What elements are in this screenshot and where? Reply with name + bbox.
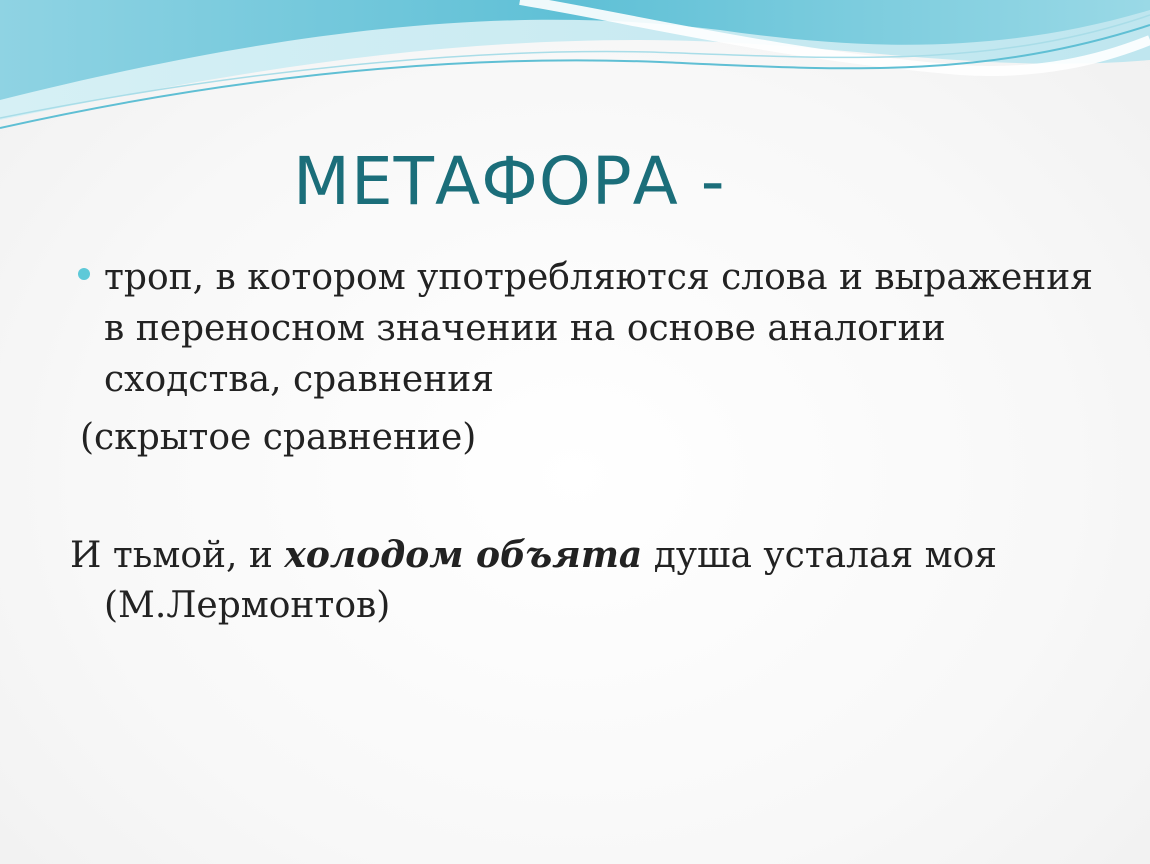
wave-decoration <box>0 0 1150 140</box>
note-text: (скрытое сравнение) <box>80 417 477 458</box>
bullet-text: троп, в котором употребляются слова и выражения в переносном значении на основе аналогии сходства, сравнения <box>104 257 1093 400</box>
example-quote <box>70 530 1070 631</box>
quote-after: душа усталая моя <box>642 535 998 576</box>
quote-before: И тьмой, и <box>70 535 285 576</box>
quote-emphasis: холодом объята <box>284 534 643 576</box>
quote-author: (М.Лермонтов) <box>104 585 391 626</box>
slide-title: МЕТАФОРА - <box>293 143 726 220</box>
bullet-icon <box>78 268 90 280</box>
